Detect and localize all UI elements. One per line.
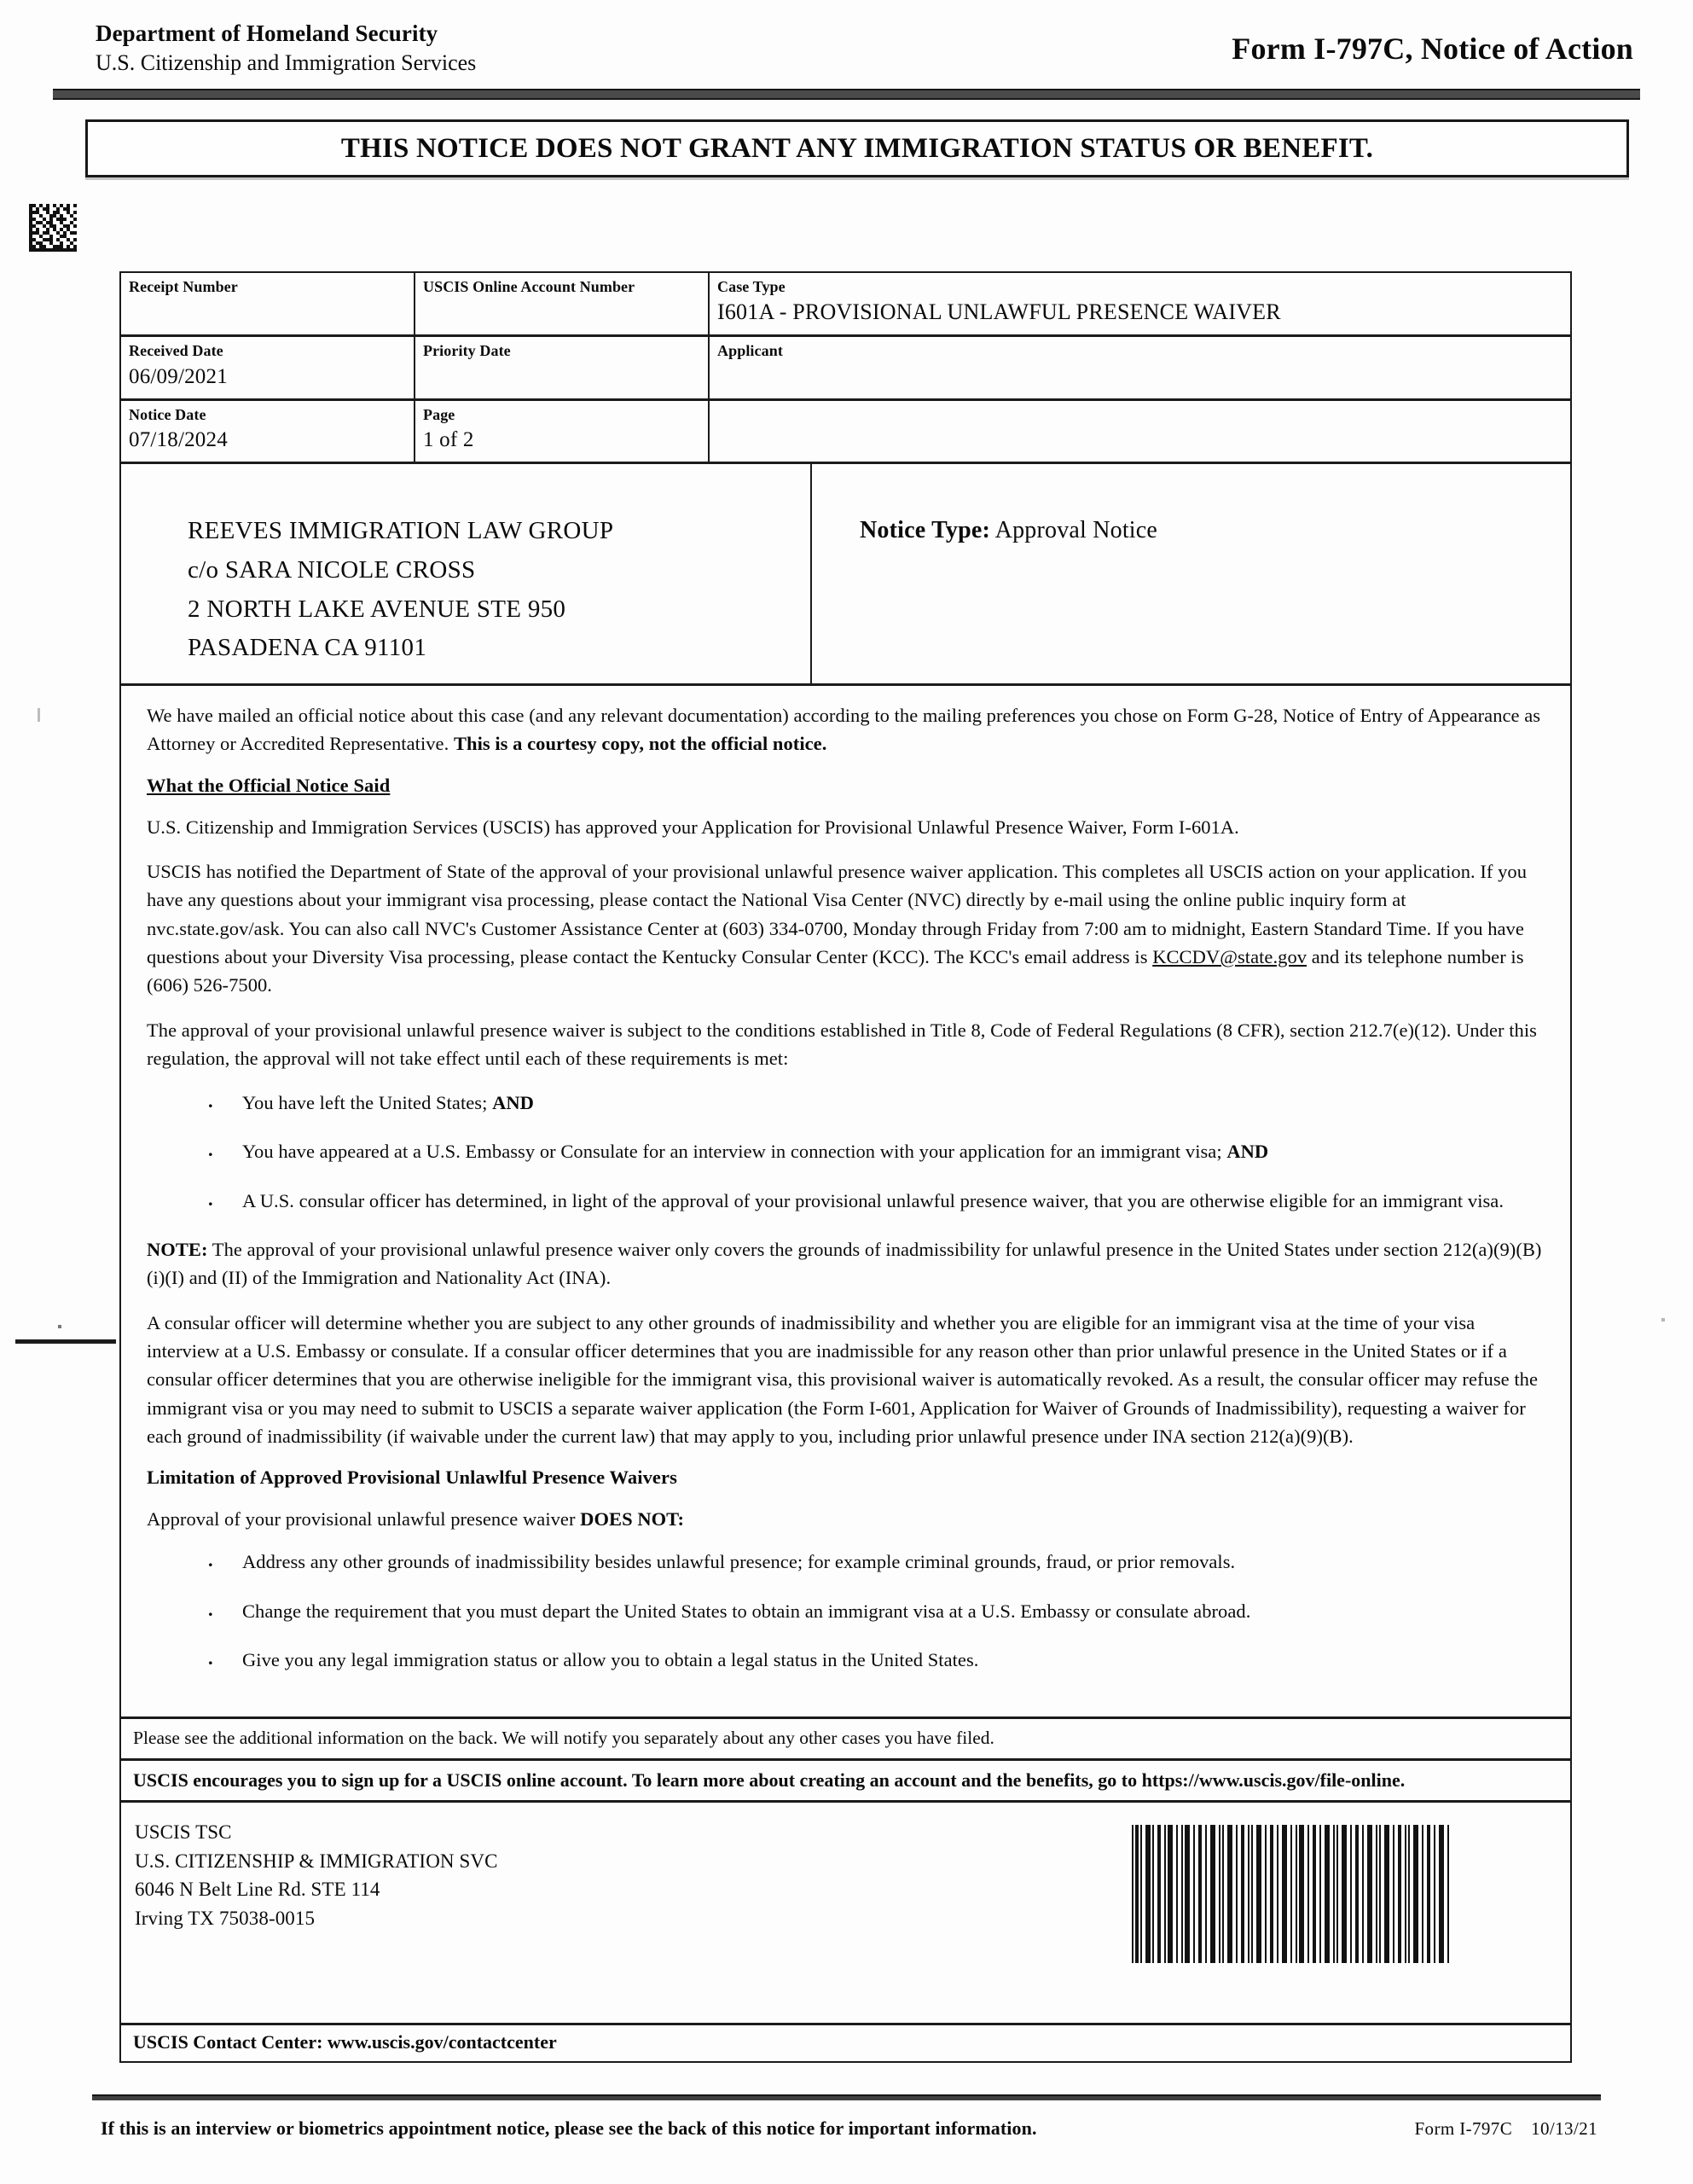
requirement-text: You have appeared at a U.S. Embassy or Consulate for an interview in connection with your application for an immigrant visa; [242, 1141, 1227, 1163]
page-label: Page [423, 405, 455, 423]
requirement-text: You have left the United States; [242, 1092, 493, 1114]
courtesy-copy-note: This is a courtesy copy, not the official notice. [453, 733, 827, 755]
priority-date-cell [415, 337, 710, 398]
intro-paragraph [147, 701, 1545, 758]
table-row [121, 273, 1570, 337]
received-date-cell [121, 337, 415, 398]
does-not-intro: Approval of your provisional unlawful presence waiver [147, 1508, 581, 1531]
kcc-email-link[interactable]: KCCDV@state.gov [1152, 945, 1307, 967]
does-not-paragraph [147, 1505, 1545, 1533]
list-item: . Change the requirement that you must depart the United States to obtain an immigrant visa at a U.S. Embassy or consulate abroad. [147, 1597, 1545, 1625]
priority-date-label: Priority Date [423, 342, 511, 360]
note-paragraph [147, 1235, 1545, 1292]
applicant-cell [710, 337, 1570, 398]
notice-date-cell [121, 401, 415, 462]
office-line-1: USCIS TSC [135, 1821, 232, 1844]
receipt-number-cell [121, 273, 415, 334]
agency-block [96, 19, 476, 77]
addressee-block [121, 464, 812, 683]
uscis-contact-center: USCIS Contact Center: www.uscis.gov/contactcenter [133, 2031, 557, 2053]
nvc-paragraph [147, 857, 1545, 999]
heading-what-official-notice-said: What the Official Notice Said [147, 774, 391, 796]
requirement-conjunction: AND [492, 1092, 534, 1114]
intro-text: We have mailed an official notice about this case (and any relevant documentation) according to the mailing preferences you chose on Form G-28, Notice of Entry of Appearance as Attorney or Accredited Representative. [147, 705, 1541, 755]
case-type-value: I601A - PROVISIONAL UNLAWFUL PRESENCE WAIVER [717, 299, 1281, 325]
applicant-label: Applicant [717, 342, 783, 360]
case-type-cell [710, 273, 1570, 334]
footer-revision-date: 10/13/21 [1531, 2118, 1597, 2139]
notice-date-label: Notice Date [129, 405, 206, 423]
list-item: . Address any other grounds of inadmissibility besides unlawful presence; for example criminal grounds, fraud, or prior removals. [147, 1548, 1545, 1576]
conditions-paragraph: The approval of your provisional unlawful presence waiver is subject to the conditions established in Title 8, Code of Federal Regulations (8 CFR), section 212.7(e)(12). Under this regulation, the approval will not take effect until each of these requirements is met: [147, 1019, 1537, 1069]
nvc-text-b: and its telephone number is (606) 526-7500. [147, 945, 1524, 996]
does-not-label: DOES NOT: [580, 1508, 685, 1531]
code39-linear-barcode-icon [1128, 1825, 1452, 1963]
page-value: 1 of 2 [423, 427, 474, 451]
consular-officer-paragraph: A consular officer will determine whether you are subject to any other grounds of inadmissibility and whether you are eligible for an immigrant visa at the time of your visa interview at a U.S. Embassy or consulate. If a consular officer determines that you are inadmissible for any reason other than prior unlawful presence in the United States or if a consular officer determines that you are otherwise ineligible for the immigrant visa, this provisional waiver is automatically revoked. As a result, the consular officer may refuse the immigrant visa or you may need to submit to USCIS a separate waiver application (the Form I-601, Application for Waiver of Grounds of Inadmissibility), requesting a waiver for each ground of inadmissibility (if waivable under the current law) that may apply to you, including prior unlawful presence under INA section 212(a)(9)(B). [147, 1311, 1538, 1447]
office-line-2: U.S. CITIZENSHIP & IMMIGRATION SVC [135, 1850, 498, 1872]
requirements-list [147, 1089, 1545, 1215]
datamatrix-2d-barcode-icon [29, 203, 77, 253]
addressee-row [121, 464, 1570, 686]
scan-artifact-dot [58, 1325, 61, 1328]
agency-department: Department of Homeland Security [96, 20, 438, 46]
blank-cell [710, 401, 1570, 462]
list-item [147, 1089, 1545, 1117]
uscis-online-account-label: USCIS Online Account Number [423, 278, 635, 295]
office-line-3: 6046 N Belt Line Rd. STE 114 [135, 1879, 380, 1901]
requirement-conjunction: AND [1226, 1141, 1269, 1163]
scan-artifact-line [15, 1339, 116, 1344]
scan-artifact-tick [38, 708, 40, 722]
heading-limitation: Limitation of Approved Provisional Unlawlful Presence Waivers [147, 1467, 677, 1489]
addressee-line-4: PASADENA CA 91101 [188, 634, 427, 662]
office-block [121, 1803, 1570, 2025]
online-account-strip: USCIS encourages you to sign up for a USCIS online account. To learn more about creating an account and the benefits, go to https://www.uscis.gov/file-online. [121, 1761, 1570, 1803]
list-item [147, 1187, 1545, 1215]
case-type-label: Case Type [717, 278, 786, 295]
notice-type-block [812, 464, 1570, 683]
received-date-label: Received Date [129, 342, 223, 360]
nvc-text-a: USCIS has notified the Department of State of the approval of your provisional unlawful presence waiver application. This completes all USCIS action on your application. If you have any questions about your immigrant visa processing, please contact the National Visa Center (NVC) directly by e-mail using the online public inquiry form at nvc.state.gov/ask. You can also call NVC's Customer Assistance Center at (603) 334-0700, Monday through Friday from 7:00 am to midnight, Eastern Standard Time. If you have questions about your Diversity Visa processing, please contact the Kentucky Consular Center (KCC). The KCC's email address is [147, 861, 1527, 967]
received-date-value: 06/09/2021 [129, 364, 228, 388]
notice-date-value: 07/18/2024 [129, 427, 228, 451]
notice-frame [119, 271, 1572, 2063]
footer-rule [92, 2094, 1601, 2100]
agency-service: U.S. Citizenship and Immigration Services [96, 49, 477, 75]
note-label: NOTE: [147, 1239, 208, 1261]
uscis-online-account-cell [415, 273, 710, 334]
notice-body [121, 686, 1570, 1719]
addressee-line-2: c/o SARA NICOLE CROSS [188, 555, 476, 584]
receipt-number-label: Receipt Number [129, 278, 238, 295]
no-status-banner-text: THIS NOTICE DOES NOT GRANT ANY IMMIGRATION STATUS OR BENEFIT. [340, 132, 1374, 164]
masthead [0, 19, 1693, 85]
note-text: The approval of your provisional unlawful presence waiver only covers the grounds of inadmissibility for unlawful presence in the United States under section 212(a)(9)(B)(i)(I) and (II) of the Immigration and Nationality Act (INA). [147, 1239, 1542, 1289]
office-line-4: Irving TX 75038-0015 [135, 1907, 316, 1929]
notice-type-value: Approval Notice [994, 516, 1158, 543]
limitations-list [147, 1548, 1545, 1674]
approval-paragraph: U.S. Citizenship and Immigration Services (USCIS) has approved your Application for Provisional Unlawful Presence Waiver, Form I-601A. [147, 816, 1239, 838]
requirement-text: A U.S. consular officer has determined, in light of the approval of your provisional unlawful presence waiver, that you are otherwise eligible for an immigrant visa. [242, 1189, 1505, 1211]
page-cell [415, 401, 710, 462]
addressee-line-3: 2 NORTH LAKE AVENUE STE 950 [188, 595, 566, 623]
table-row [121, 337, 1570, 400]
footer-form-code: Form I-797C [1414, 2118, 1513, 2139]
table-row [121, 401, 1570, 464]
page-footer [101, 2117, 1597, 2140]
list-item [147, 1137, 1545, 1165]
scan-artifact-tick [1661, 1318, 1665, 1321]
addressee-line-1: REEVES IMMIGRATION LAW GROUP [188, 516, 614, 544]
footer-notice-text: If this is an interview or biometrics appointment notice, please see the back of this notice for important information. [101, 2117, 1037, 2139]
list-item: . Give you any legal immigration status or allow you to obtain a legal status in the United States. [147, 1646, 1545, 1674]
no-status-banner [85, 119, 1629, 177]
header-rule [53, 89, 1640, 100]
additional-info-strip: Please see the additional information on the back. We will notify you separately about any other cases you have filed. [121, 1719, 1570, 1761]
notice-type-label: Notice Type: [860, 516, 990, 543]
form-title: Form I-797C, Notice of Action [1232, 32, 1633, 66]
